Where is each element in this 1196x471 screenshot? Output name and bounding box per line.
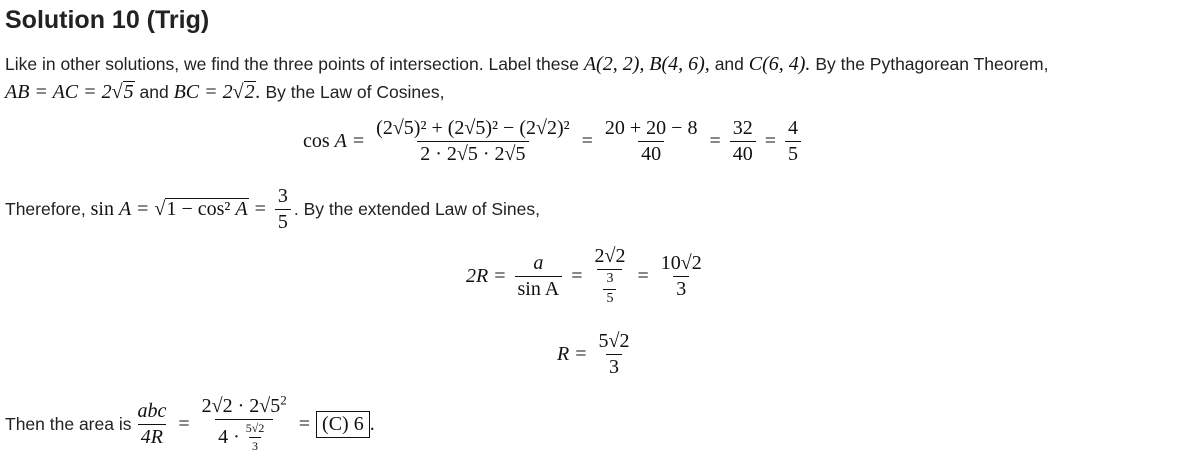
radius-equation: R = $\frac{5√2}{3}$ — [557, 331, 635, 378]
paragraph-text: Like in other solutions, we find the three points of intersection. Label these — [5, 54, 579, 74]
page-title: Solution 10 (Trig) — [5, 6, 210, 34]
ab-ac-length: AB = AC = 2√5 — [5, 81, 134, 103]
answer-box: (C) 6 — [316, 411, 370, 438]
paragraph-line-2 — [5, 81, 444, 104]
law-of-sines-equation: 2R = $\frac{a}{\text{sin A}}$ = $\frac{2√2}{\frac{3}{5}}$ = $\frac{10√2}{3}$ — [466, 246, 708, 306]
point-c: C(6, 4). — [748, 53, 811, 75]
area-line: Then the area is $\frac{\text{abc}}{4R}$ = $2√2 \cdot 2√5^2$ 4 · $\frac{5√2}{3}$ = (C) 6 . — [5, 392, 375, 453]
area-fraction-2: $2√2 \cdot 2√5^2$ 4 · $\frac{5√2}{3}$ — [201, 392, 287, 453]
radius-fraction: $\frac{5√2}{3}$ — [598, 330, 630, 378]
bc-length: BC = 2√2. — [173, 81, 261, 103]
paragraph-text: By the Law of Cosines, — [265, 82, 445, 102]
cos-fraction-1: $\frac{\text{(2√5)² + (2√5)² − (2√2)²}}{2 \cdot 2√5 \cdot 2√5}$ — [376, 117, 570, 165]
sines-fraction-3: $\frac{10√2}{3}$ — [660, 251, 702, 300]
paragraph-text: By the Pythagorean Theorem, — [815, 54, 1049, 74]
point-b: B(4, 6), — [649, 53, 710, 75]
sines-fraction-2: $\frac{2√2}{\frac{3}{5}}$ — [594, 245, 626, 306]
cos-fraction-2: $\frac{20 + 20 - 8}{40}$ — [604, 117, 698, 165]
cos-fraction-3: $\frac{32}{40}$ — [730, 118, 756, 165]
sines-fraction-1: $\frac{a}{\text{sin A}}$ — [515, 253, 563, 300]
sine-line: Therefore, sin A = √1 − cos² A = $\frac{3}{5}$ . By the extended Law of Sines, — [5, 185, 541, 233]
area-fraction-1: $\frac{\text{abc}}{4R}$ — [137, 399, 167, 448]
cos-fraction-4: $\frac{4}{5}$ — [785, 118, 801, 165]
sine-fraction: $\frac{3}{5}$ — [275, 186, 291, 233]
point-a: A(2, 2), — [583, 53, 645, 75]
paragraph-text: and — [139, 82, 169, 102]
paragraph-line-1 — [5, 53, 1048, 76]
cosine-equation: cos A = $\frac{\text{(2√5)² + (2√5)² − (2√2)²}}{2 \cdot 2√5 \cdot 2√5}$ = $\frac{20 + 20 - 8}{40}$ = $\frac{32}{40}$ = $\frac{4}{5}$ — [303, 118, 804, 165]
paragraph-text: and — [714, 54, 744, 74]
